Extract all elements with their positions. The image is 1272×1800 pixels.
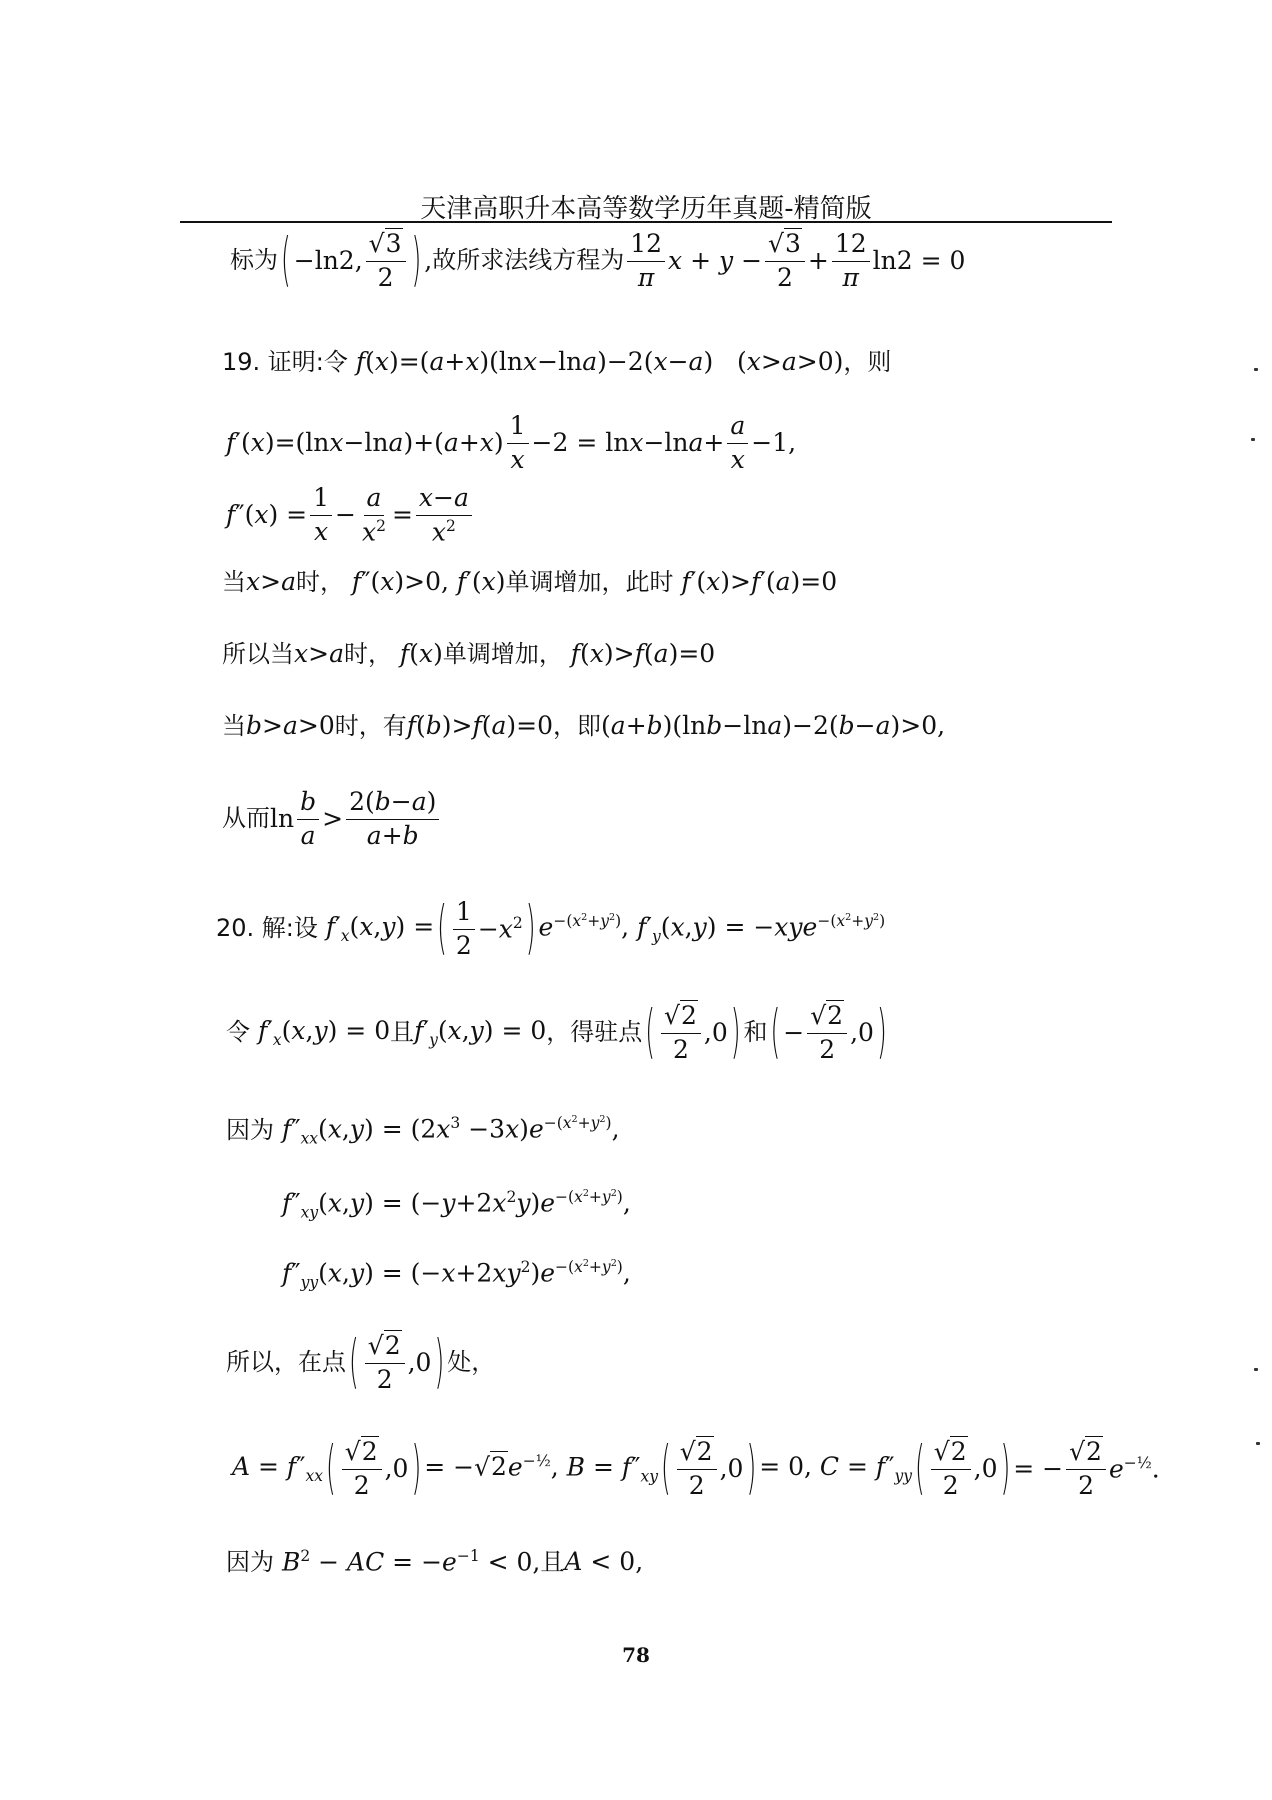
text-then: ，则 [843,347,892,376]
text-monotone-1: 单调增加，此时 [505,567,674,596]
line-stationary-points: 令 $f'_x(x,y) = 0$ 且 $f'_y(x,y) = 0$ ，得驻点 ( $\frac{√2}{2}$ ,0 ) 和 ( − $\frac{√2}{2}$ ,0 ) [226,997,887,1065]
line-f-prime: f′(x)=(lnx−lna)+(a+x) $\frac{1}{x}$ −2 = lnx−lna+ $\frac{a}{x}$ −1, [226,411,797,474]
line-discriminant: 因为 $B^2$ − AC = $-e^{-1} < 0$, 且 A < 0, [226,1547,644,1577]
text-shi-2: 时， [343,639,392,668]
line-when-x-gt-a: 当 x>a 时， f″(x)>0, f′(x) 单调增加，此时 f′(x)>f′(a)=0 [222,567,838,596]
line-so-when: 所以当 x>a 时， f(x) 单调增加， f(x)>f(a)=0 [222,639,716,668]
line-normal-equation: 标为 ( −ln2, $\frac{√3}{2}$ ) , 故所求法线方程为 $\frac{12}{\pi}$ x + y − $\frac{√3}{2}$ + $\frac{12}{\pi}$ ln2 = 0 [230,225,966,293]
math-point: ( −ln2, $\frac{√3}{2}$ ) [281,225,422,293]
text-stationary: ，得驻点 [546,1018,643,1047]
text-shi-you: 时，有 [334,711,407,740]
line-fyy: $f''_{yy}(x,y) = (-x+2xy^2)e^{-(x^2+y^2)}$, [282,1258,631,1292]
text-ji: ，即 [553,711,602,740]
problem-20-partials: 20. 解:设 $f'_x(x,y)$ = ( $\frac{1}{2}$ $-x^2$ ) $e^{-(x^2+y^2)}$, $f'_y(x,y) = -xye^{-(x^2+y^2)}$ [216,893,886,961]
text-yinwei: 因为 [226,1116,274,1145]
text-qie: 且 [390,1018,415,1047]
scan-speck [1254,368,1258,371]
text-normal-eq: 故所求法线方程为 [432,246,625,275]
label-20: 20. 解:设 [216,914,318,943]
line-fxy: $f''_{xy}(x,y) = (-y+2x^2y)e^{-(x^2+y^2)}$, [282,1188,631,1222]
page-number: 78 [622,1643,650,1667]
scan-speck [1251,438,1255,441]
text-chu: 处， [447,1348,496,1377]
line-at-point: 所以，在点 ( $\frac{√2}{2}$ ,0 ) 处， [226,1327,496,1395]
text-congr: 从而 [222,804,270,833]
text-monotone-2: 单调增加， [442,639,563,668]
text-shi: 时， [295,567,344,596]
line-f-double-prime: f″(x) = $\frac{1}{x}$ − $\frac{a}{x^2}$ = $\frac{x-a}{x^2}$ [226,484,475,547]
text-ling: 令 [226,1018,250,1047]
problem-19-setup: 19. 证明:令 f(x)=(a+x)(lnx−lna)−2(x−a) (x>a>0) ，则 [222,347,892,376]
text-qie-2: 且 [540,1547,565,1576]
line-when-b-gt-a: 当 b>a>0 时，有 f(b)>f(a)=0 ，即 (a+b)(lnb−lna)−2(b−a)>0, [222,711,946,740]
page-header: 天津高职升本高等数学历年真题-精简版 [420,194,872,224]
text-dang: 当 [222,567,246,596]
text-he: 和 [743,1018,768,1047]
text-biaowei: 标为 [230,246,278,275]
text-suoyi-dang: 所以当 [222,639,294,668]
line-abc: $A = f''_{xx}$ ( $\frac{√2}{2}$ ,0 ) = $-√2e^{-\frac{1}{2}}$, $B = f''_{xy}$ ( $\frac{√2}{2}$ ,0 ) = 0, $C = f''_{yy}$ ( $\frac{√2}{2}$ ,0 ) = − $\frac{√2}{2}$ $e^{-\frac{1}{2}}$. [232,1433,1160,1501]
text-suoyi-zaidian: 所以，在点 [226,1348,346,1377]
text-yinwei-2: 因为 [226,1547,274,1576]
label-19: 19. 证明:令 [222,347,348,376]
scan-speck [1254,1368,1258,1371]
scan-speck [1256,1442,1260,1445]
line-conclusion-19: 从而 ln $\frac{b}{a}$ > $\frac{2(b-a)}{a+b}$ [222,788,442,851]
line-fxx: 因为 $f''_{xx}(x,y) = (2x^3 -3x)e^{-(x^2+y^2)}$, [226,1114,620,1148]
header-rule [180,221,1112,223]
text-dang-2: 当 [222,711,246,740]
